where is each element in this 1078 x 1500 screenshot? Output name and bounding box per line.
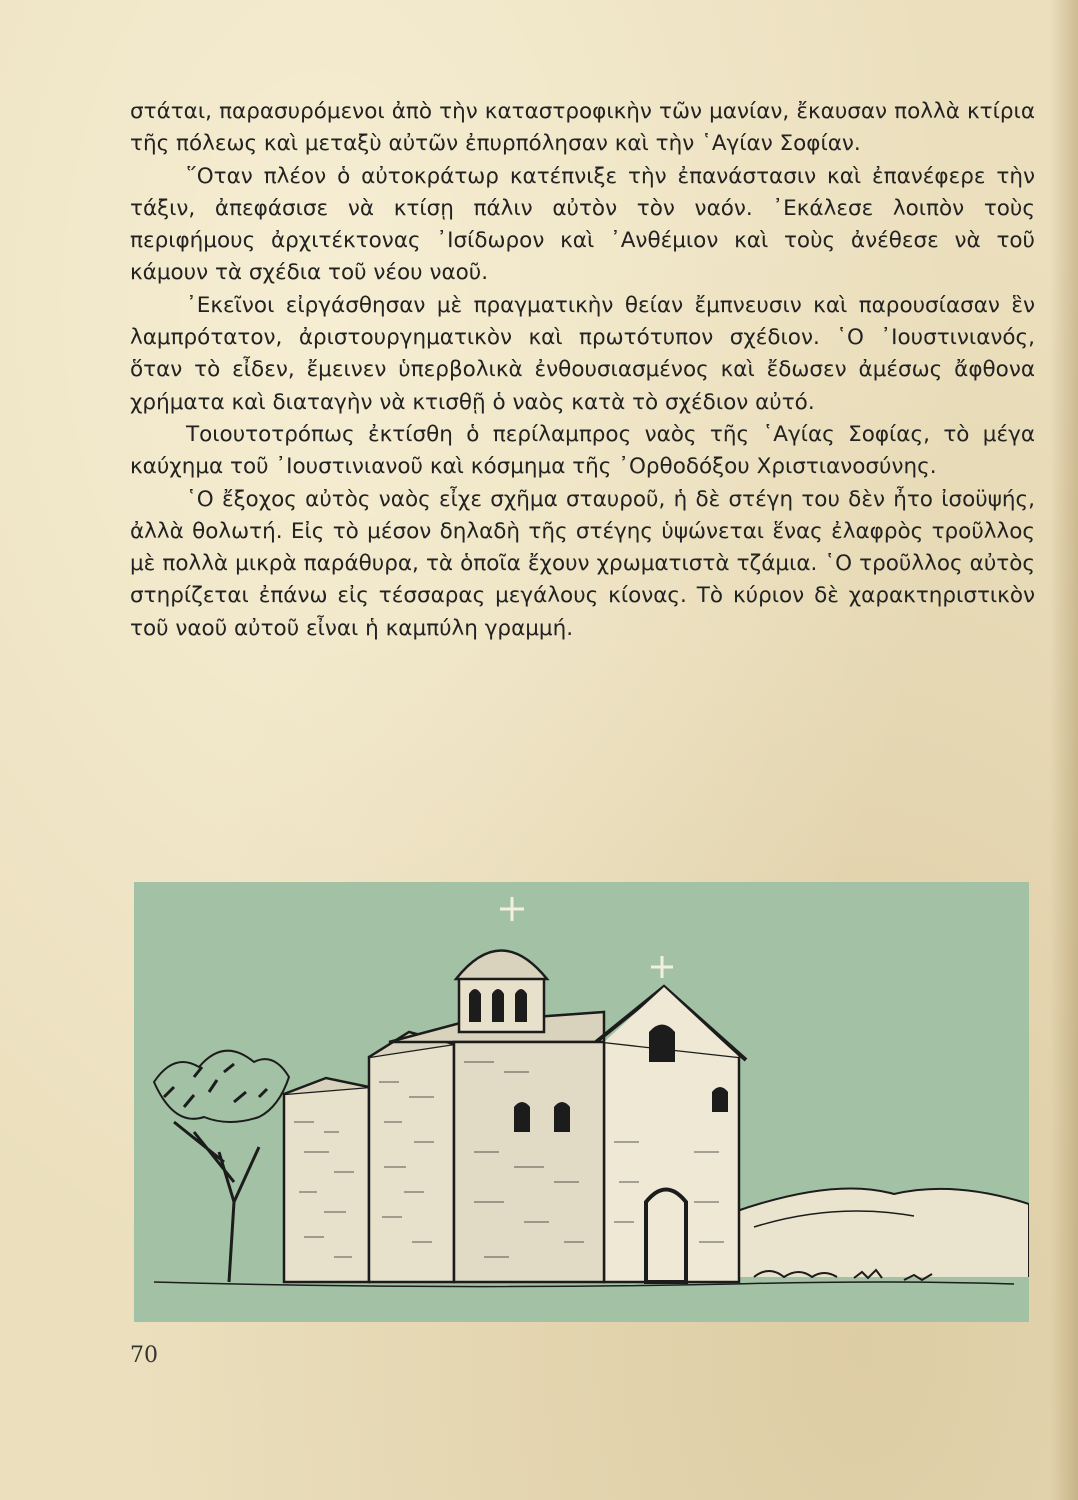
left-wing <box>284 1087 369 1282</box>
facade-window-right <box>712 1087 728 1112</box>
paragraph-4: Τοιουτοτρόπως ἐκτίσθη ὁ περίλαμπρος ναὸς τῆς ῾Αγίας Σοφίας, τὸ μέγα καύχημα τοῦ ᾿Ιουστινιανοῦ καὶ κόσμημα τῆς ᾿Ορθοδόξου Χριστιανοσύνης. <box>130 421 1035 480</box>
facade-window-top <box>649 1025 675 1063</box>
paragraph-3: ᾿Εκεῖνοι εἰργάσθησαν μὲ πραγματικὴν θείαν ἔμπνευσιν καὶ παρουσίασαν ἓν λαμπρότατον, ἀριστουργηματικὸν καὶ πρωτότυπον σχέδιον. ῾Ο ᾿Ιουστινιανός, ὅταν τὸ εἶδεν, ἔμεινεν ὑπερβολικὰ ἐνθουσιασμένος καὶ ἔδωσεν ἀμέσως ἄφθονα χρήματα καὶ διαταγὴν νὰ κτισθῇ ὁ ναὸς κατὰ τὸ σχέδιον αὐτό. <box>130 292 1035 415</box>
church-illustration <box>134 882 1029 1322</box>
facade-door <box>646 1190 686 1283</box>
page-number: 70 <box>130 1343 158 1368</box>
nave <box>369 1044 454 1282</box>
paragraph-2: ῞Οταν πλέον ὁ αὐτοκράτωρ κατέπνιξε τὴν ἐπανάστασιν καὶ ἐπανέφερε τὴν τάξιν, ἀπεφάσισε νὰ κτίσῃ πάλιν αὐτὸν τὸν ναόν. ᾿Εκάλεσε λοιπὸν τοὺς περιφήμους ἀρχιτέκτονας ᾿Ισίδωρον καὶ ᾿Ανθέμιον καὶ τοὺς ἀνέθεσε νὰ τοῦ κάμουν τὰ σχέδια τοῦ νέου ναοῦ. <box>130 163 1035 286</box>
side-wall <box>454 1042 604 1282</box>
page-edge-shadow <box>1050 0 1078 1500</box>
paragraph-5: ῾Ο ἔξοχος αὐτὸς ναὸς εἶχε σχῆμα σταυροῦ, ἡ δὲ στέγη του δὲν ἦτο ἰσοϋψής, ἀλλὰ θολωτή. Εἰς τὸ μέσον δηλαδὴ τῆς στέγης ὑψώνεται ἕνας ἐλαφρὸς τροῦλλος μὲ πολλὰ μικρὰ παράθυρα, τὰ ὁποῖα ἔχουν χρωματιστὰ τζάμια. ῾Ο τροῦλλος αὐτὸς στηρίζεται ἐπάνω εἰς τέσσαρας μεγάλους κίονας. Τὸ κύριον δὲ χαρακτηριστικὸν τοῦ ναοῦ αὐτοῦ εἶναι ἡ καμπύλη γραμμή. <box>130 486 1035 641</box>
paragraph-1: στάται, παρασυρόμενοι ἀπὸ τὴν καταστροφικὴν τῶν μανίαν, ἔκαυσαν πολλὰ κτίρια τῆς πόλεως καὶ μεταξὺ αὐτῶν ἐπυρπόλησαν καὶ τὴν ῾Αγίαν Σοφίαν. <box>130 99 1035 157</box>
body-text <box>130 96 1035 645</box>
ground <box>134 1277 1029 1322</box>
